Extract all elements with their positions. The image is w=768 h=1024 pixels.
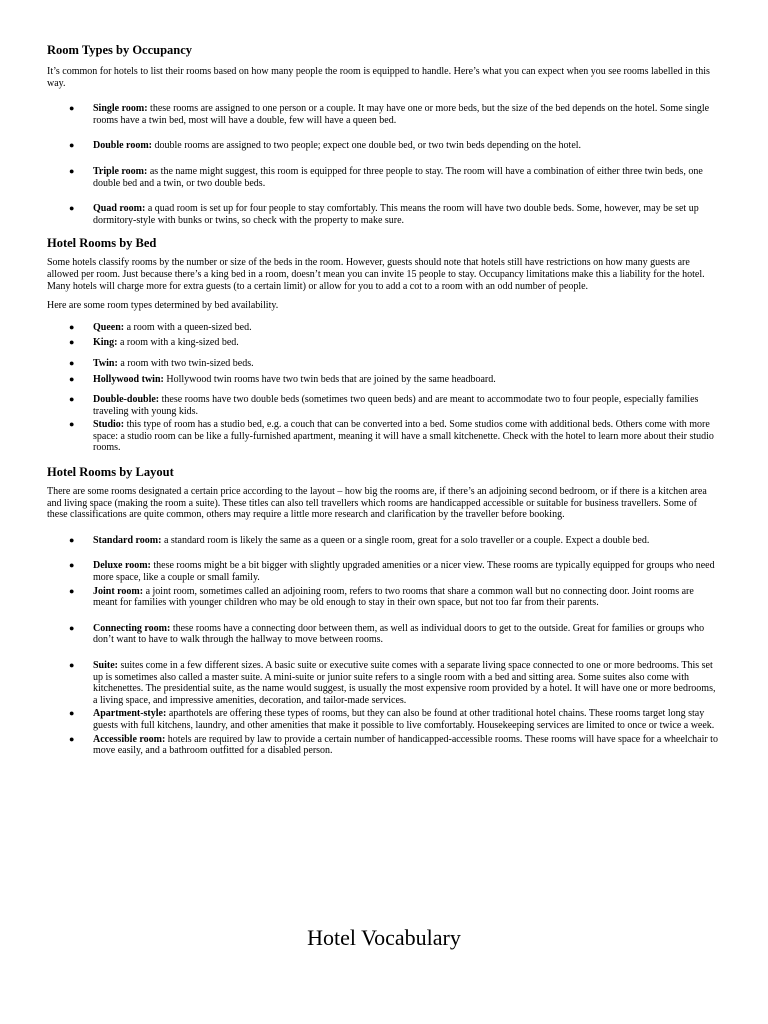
term-definition: aparthotels are offering these types of rooms, but they can also be found at other traditional hotel chains. These rooms target long stay guests with full kitchens, laundry, and other amenities that make it possible to live comfortably. Housekeeping services are limited to once or twice a week. — [93, 708, 715, 731]
list-item-studio — [47, 419, 719, 454]
term-definition: a room with two twin-sized beds. — [120, 357, 254, 369]
bullet-icon: ● — [69, 394, 75, 405]
bed-intro: Some hotels classify rooms by the number or size of the beds in the room. However, guests should note that hotels still have restrictions on how many guests are allowed per room. Just because there’s a king bed in a room, doesn’t mean you can invite 15 people to stay. Occupancy limitations make this a liability for the hotel. Many hotels will charge more for extra guests (to a certain limit) or allow for you to add a cot to a room with an odd number of people. — [47, 257, 705, 292]
section-heading-layout: Hotel Rooms by Layout — [47, 465, 174, 480]
bullet-icon: ● — [69, 733, 75, 744]
term-label: Single room: — [93, 103, 148, 115]
term-label: King: — [93, 337, 118, 349]
list-item-accessible-room — [47, 734, 719, 757]
term-label: Hollywood twin: — [93, 373, 164, 385]
term-definition: these rooms have a connecting door between them, as well as individual doors to get to the outside. Great for families or groups who don’t want to have to walk through the hallway to move between rooms. — [93, 622, 705, 646]
bullet-icon: ● — [69, 560, 75, 571]
bullet-icon: ● — [69, 419, 75, 430]
list-item-quad-room — [47, 203, 719, 226]
layout-list — [47, 535, 719, 757]
term-label: Double room: — [93, 140, 152, 152]
term-definition: hotels are required by law to provide a certain number of handicapped-accessible rooms. These rooms will have space for a wheelchair to move easily, and a bathroom outfitted for a disabled person. — [93, 733, 718, 757]
list-item-double-double — [47, 394, 719, 417]
bullet-icon: ● — [69, 140, 75, 151]
occupancy-list — [47, 103, 719, 226]
list-item-standard-room — [47, 535, 719, 547]
list-item-apartment-style — [47, 708, 719, 731]
bullet-icon: ● — [69, 165, 75, 176]
bullet-icon: ● — [69, 373, 75, 384]
term-definition: suites come in a few different sizes. A basic suite or executive suite comes with a separate living space connected to one or more bedrooms. This set up is sometimes also called a master suite. A mini-suite or junior suite refers to a single room with a bed and sitting area. Some suites also come with kitchenettes. The presidential suite, as the name would suggest, is usually the most expensive room provided by a hotel. It will have one or more bedrooms, a living space, and impressive amenities, decoration, and tailor-made services. — [93, 660, 716, 706]
bullet-icon: ● — [69, 585, 75, 596]
bullet-icon: ● — [69, 203, 75, 214]
bullet-icon: ● — [69, 337, 75, 348]
term-definition: a standard room is likely the same as a queen or a single room, great for a solo traveller or a couple. Expect a double bed. — [163, 534, 650, 546]
term-label: Apartment-style: — [93, 708, 167, 720]
term-definition: a room with a queen-sized bed. — [126, 321, 252, 333]
section-heading-occupancy: Room Types by Occupancy — [47, 43, 193, 57]
term-definition: double rooms are assigned to two people; expect one double bed, or two twin beds depending on the hotel. — [154, 140, 582, 152]
bullet-icon: ● — [69, 708, 75, 719]
term-label: Standard room: — [93, 534, 162, 546]
list-item-suite — [47, 660, 719, 706]
layout-intro: There are some rooms designated a certain price according to the layout – how big the rooms are, if there’s an adjoining second bedroom, or if there is a kitchen area and living space (making the room a suite). These titles can also tell travellers which rooms are handicapped accessible or suitable for business travellers. Some of these classifications are quite common, others may require a little more research and clarification by the traveller before booking. — [47, 486, 707, 521]
term-definition: a quad room is set up for four people to stay comfortably. This means the room will have two double beds. Some, however, may be set up dormitory-style with bunks or twins, so check with the property to make sure. — [93, 203, 699, 226]
list-item-queen — [47, 322, 719, 334]
bullet-icon: ● — [69, 357, 75, 368]
bullet-icon: ● — [69, 660, 75, 670]
term-label: Connecting room: — [93, 622, 171, 634]
term-definition: Hollywood twin rooms have two twin beds that are joined by the same headboard. — [166, 373, 496, 385]
list-item-king — [47, 337, 719, 349]
term-label: Joint room: — [93, 585, 144, 597]
bullet-icon: ● — [69, 534, 75, 545]
list-item-connecting-room — [47, 623, 719, 646]
term-label: Quad room: — [93, 203, 146, 215]
term-label: Double-double: — [93, 394, 160, 406]
term-definition: as the name might suggest, this room is equipped for three people to stay. The room will have a combination of either three twin beds, one double bed and a twin, or two double beds. — [93, 165, 703, 189]
list-item-twin — [47, 358, 719, 370]
document-footer-title: Hotel Vocabulary — [307, 925, 461, 950]
term-label: Accessible room: — [93, 733, 166, 745]
term-label: Studio: — [93, 419, 125, 431]
term-definition: this type of room has a studio bed, e.g. a couch that can be converted into a bed. Some studios come with additional beds. Others come with more space: a studio room can be like a fully-furnished apartment, meaning it will have a small kitchenette. Check with the hotel to learn more about their studio rooms. — [93, 419, 714, 454]
bullet-icon: ● — [69, 622, 75, 633]
list-item-single-room — [47, 103, 719, 126]
term-label: Triple room: — [93, 165, 148, 177]
list-item-double-room — [47, 140, 719, 152]
list-item-joint-room — [47, 586, 719, 609]
bed-intro-2: Here are some room types determined by bed availability. — [47, 300, 279, 312]
bullet-icon: ● — [69, 321, 75, 332]
bullet-icon: ● — [69, 103, 75, 114]
term-label: Suite: — [93, 660, 118, 671]
term-label: Deluxe room: — [93, 560, 151, 572]
term-label: Twin: — [93, 357, 118, 369]
list-item-hollywood-twin — [47, 374, 719, 386]
term-label: Queen: — [93, 321, 125, 333]
section-heading-bed: Hotel Rooms by Bed — [47, 236, 157, 251]
term-definition: a joint room, sometimes called an adjoining room, refers to two rooms that share a common wall but no connecting door. Joint rooms are meant for families with younger children who may be old enough to stay in their own space, but not too far from their parents. — [93, 585, 694, 609]
list-item-deluxe-room — [47, 560, 719, 583]
document-content — [47, 36, 719, 757]
term-definition: these rooms are assigned to one person or a couple. It may have one or more beds, but the size of the bed depends on the hotel. Some single rooms have a twin bed, most will have a double, few will have a queen bed. — [93, 103, 710, 126]
list-item-triple-room — [47, 166, 719, 189]
bed-list — [47, 322, 719, 454]
term-definition: a room with a king-sized bed. — [119, 337, 239, 349]
term-definition: these rooms might be a bit bigger with slightly upgraded amenities or a nicer view. These rooms are typically equipped for groups who need more space, like a couple or small family. — [93, 560, 715, 584]
term-definition: these rooms have two double beds (sometimes two queen beds) and are meant to accommodate two to four people, especially families traveling with young kids. — [93, 394, 699, 417]
occupancy-intro: It’s common for hotels to list their rooms based on how many people the room is equipped to handle. Here’s what you can expect when you see rooms labelled in this way. — [47, 66, 710, 89]
